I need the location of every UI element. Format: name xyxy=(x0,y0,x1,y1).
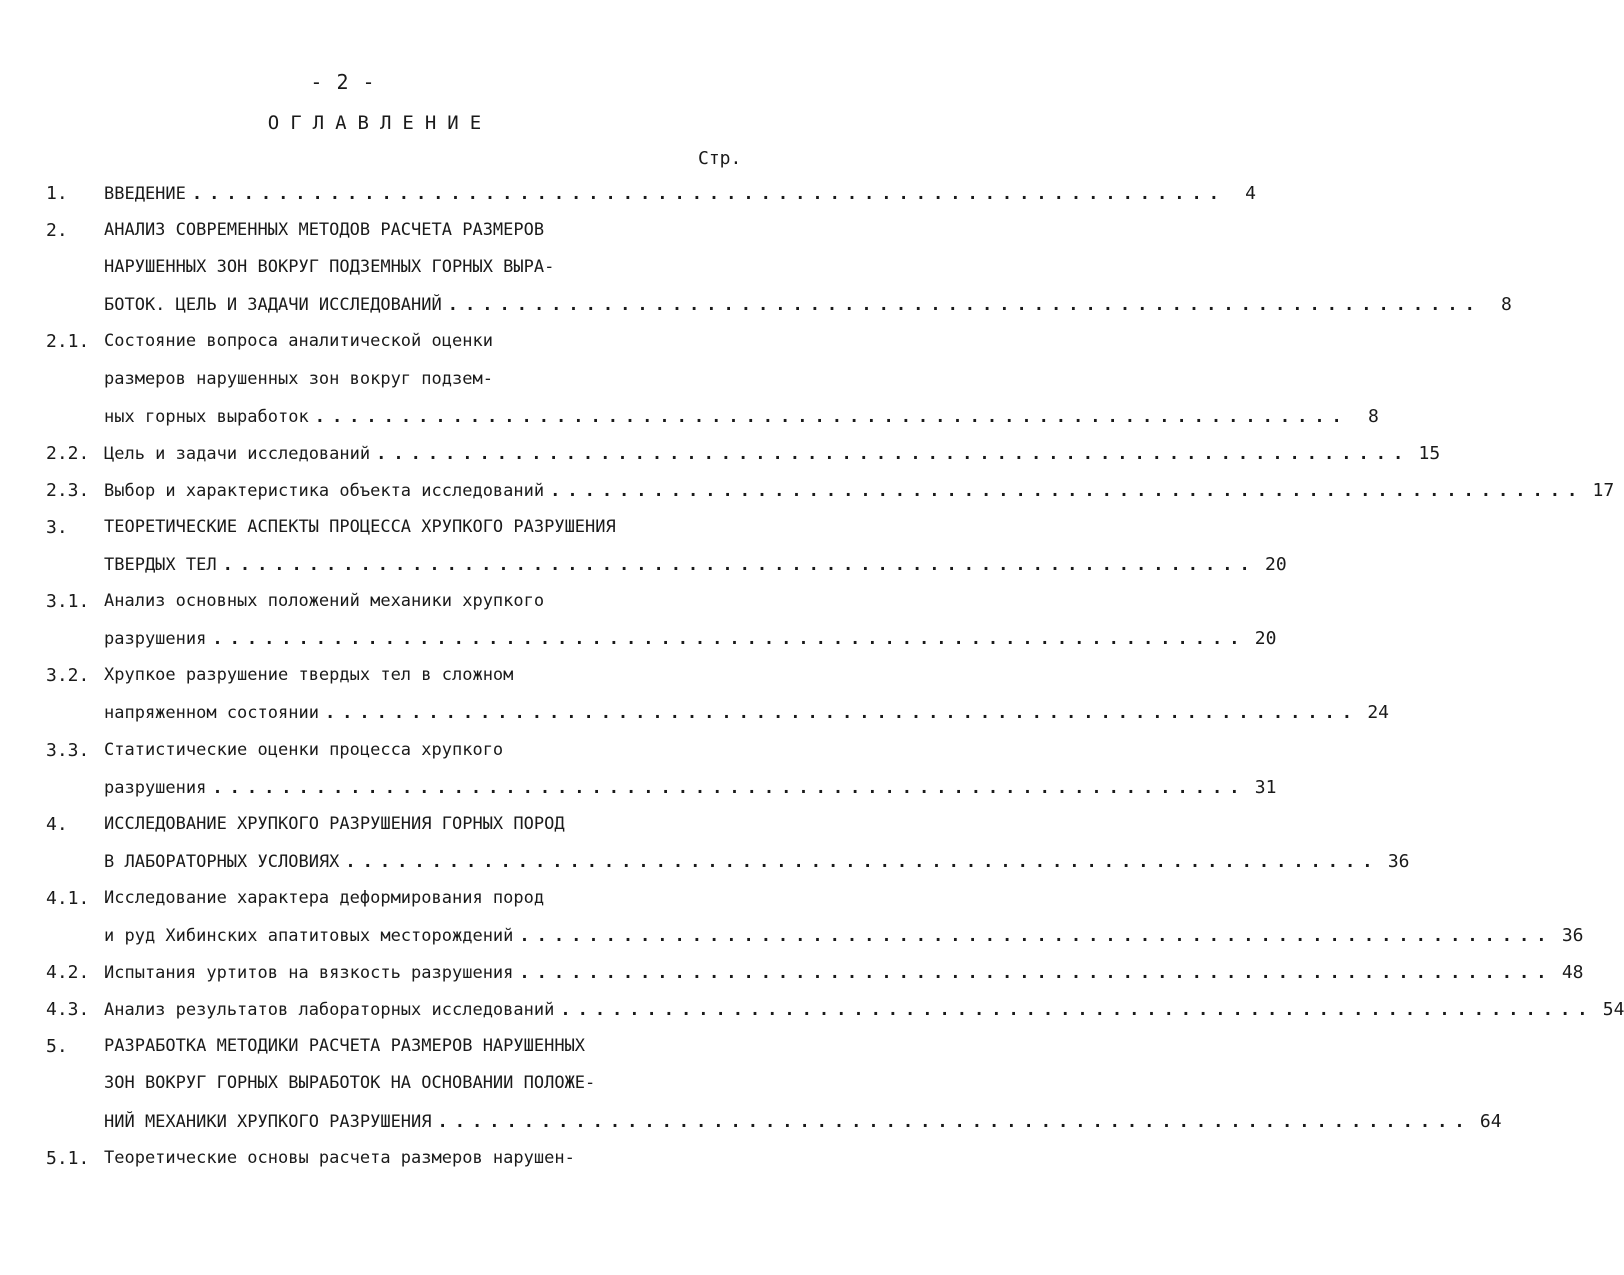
toc-entry-page: 48 xyxy=(1561,962,1584,984)
toc-entry-text: Исследование характера деформирования пород xyxy=(104,887,545,908)
toc-entry-text: Хрупкое разрушение твердых тел в сложном xyxy=(104,665,514,686)
toc-entry-line xyxy=(104,702,1390,724)
toc-entry-page: 17 xyxy=(1592,479,1615,501)
toc-entry-number: 2. xyxy=(46,220,68,242)
toc-entry-text: НИЙ МЕХАНИКИ ХРУПКОГО РАЗРУШЕНИЯ xyxy=(104,1111,432,1132)
toc-entry-page: 24 xyxy=(1367,702,1390,724)
toc-entry-number: 3.2. xyxy=(46,665,90,687)
toc-entry-number: 5. xyxy=(46,1036,68,1058)
toc-entry-line xyxy=(104,962,1584,984)
toc-entry-page: 20 xyxy=(1265,554,1287,575)
dot-leader: ............................................................ xyxy=(345,851,1380,872)
toc-entry-line xyxy=(104,183,1256,204)
dot-leader: ............................................................ xyxy=(212,777,1247,798)
dot-leader: ............................................................ xyxy=(560,1000,1595,1021)
toc-entry-text: напряженном состоянии xyxy=(104,703,319,724)
toc-entry-text: ТВЕРДЫХ ТЕЛ xyxy=(104,555,217,575)
toc-entry-text: Состояние вопроса аналитической оценки xyxy=(104,331,493,352)
toc-entry-number: 2.3. xyxy=(46,479,90,501)
toc-entry-number: 3. xyxy=(46,516,68,538)
toc-entry-line xyxy=(104,554,1287,575)
toc-entry-line xyxy=(104,479,1615,501)
page-column-header: Стр. xyxy=(698,148,742,169)
toc-entry-text: Анализ основных положений механики хрупкого xyxy=(104,591,545,612)
toc-entry-page: 36 xyxy=(1561,925,1584,946)
toc-entry-page: 15 xyxy=(1418,442,1441,464)
toc-entry-page: 31 xyxy=(1254,776,1277,798)
toc-entry-line xyxy=(104,294,1512,316)
dot-leader: ............................................................ xyxy=(191,184,1226,204)
toc-entry-number: 5.1. xyxy=(46,1147,90,1169)
toc-entry-line xyxy=(104,1110,1502,1132)
toc-title: ОГЛАВЛЕНИЕ xyxy=(267,112,493,134)
toc-entry-text: размеров нарушенных зон вокруг подзем- xyxy=(104,368,493,389)
toc-entry-text: В ЛАБОРАТОРНЫХ УСЛОВИЯХ xyxy=(104,851,340,872)
toc-entry-text: разрушения xyxy=(104,629,207,650)
dot-leader: ............................................................ xyxy=(519,963,1554,984)
dot-leader: ............................................................ xyxy=(212,629,1247,650)
toc-entry-page: 8 xyxy=(1501,294,1512,316)
toc-entry-number: 4.2. xyxy=(46,962,90,984)
toc-entry-text: ных горных выработок xyxy=(104,406,309,427)
toc-entry-number: 4.1. xyxy=(46,887,90,909)
toc-entry-line xyxy=(104,999,1624,1021)
toc-entry-page: 36 xyxy=(1387,850,1410,872)
toc-entry-number: 1. xyxy=(46,183,68,204)
toc-entry-line xyxy=(104,628,1277,650)
toc-entry-text: Выбор и характеристика объекта исследований xyxy=(104,480,545,501)
toc-entry-text: Испытания уртитов на вязкость разрушения xyxy=(104,963,514,984)
dot-leader: ............................................................ xyxy=(437,1111,1472,1132)
toc-entry-line xyxy=(104,850,1410,872)
dot-leader: ............................................................ xyxy=(324,703,1360,724)
dot-leader: ............................................................ xyxy=(314,406,1349,427)
toc-entry-text: ИССЛЕДОВАНИЕ ХРУПКОГО РАЗРУШЕНИЯ ГОРНЫХ ПОРОД xyxy=(104,813,565,834)
toc-entry-text: РАЗРАБОТКА МЕТОДИКИ РАСЧЕТА РАЗМЕРОВ НАРУШЕННЫХ xyxy=(104,1036,586,1057)
toc-entry-page: 54 xyxy=(1602,999,1624,1021)
toc-entry-text: НАРУШЕННЫХ ЗОН ВОКРУГ ПОДЗЕМНЫХ ГОРНЫХ ВЫРА- xyxy=(104,257,555,278)
toc-entry-text: БОТОК. ЦЕЛЬ И ЗАДАЧИ ИССЛЕДОВАНИЙ xyxy=(104,295,442,316)
toc-entry-number: 4. xyxy=(46,813,68,835)
dot-leader: ............................................................ xyxy=(376,443,1411,464)
toc-entry-text: ЗОН ВОКРУГ ГОРНЫХ ВЫРАБОТОК НА ОСНОВАНИИ ПОЛОЖЕ- xyxy=(104,1073,596,1094)
toc-entry-number: 3.1. xyxy=(46,591,90,613)
toc-entry-number: 3.3. xyxy=(46,739,90,761)
toc-entry-text: Статистические оценки процесса хрупкого xyxy=(104,739,504,760)
toc-entry-page: 64 xyxy=(1479,1110,1502,1132)
toc-entry-page: 20 xyxy=(1254,628,1277,650)
toc-entry-text: Анализ результатов лабораторных исследований xyxy=(104,1000,555,1021)
toc-entry-text: разрушения xyxy=(104,777,207,798)
dot-leader: ............................................................ xyxy=(550,480,1585,501)
dot-leader: ............................................................ xyxy=(519,926,1554,946)
dot-leader: ............................................................ xyxy=(222,555,1257,575)
toc-entry-text: АНАЛИЗ СОВРЕМЕННЫХ МЕТОДОВ РАСЧЕТА РАЗМЕРОВ xyxy=(104,220,545,241)
toc-entry-line xyxy=(104,442,1441,464)
toc-entry-text: ТЕОРЕТИЧЕСКИЕ АСПЕКТЫ ПРОЦЕССА ХРУПКОГО РАЗРУШЕНИЯ xyxy=(104,516,616,537)
toc-entry-number: 2.2. xyxy=(46,442,90,464)
toc-entry-text: и руд Хибинских апатитовых месторождений xyxy=(104,926,514,946)
toc-entry-line xyxy=(104,405,1379,427)
page-number: - 2 - xyxy=(310,70,376,94)
toc-entry-text: Цель и задачи исследований xyxy=(104,443,371,464)
toc-entry-text: Теоретические основы расчета размеров нарушен- xyxy=(104,1147,575,1168)
toc-entry-page: 4 xyxy=(1245,183,1256,204)
toc-entry-line xyxy=(104,776,1277,798)
toc-entry-line xyxy=(104,925,1584,946)
toc-entry-page: 8 xyxy=(1367,405,1379,427)
toc-entry-number: 4.3. xyxy=(46,999,90,1021)
toc-entry-number: 2.1. xyxy=(46,331,90,353)
toc-entry-text: ВВЕДЕНИЕ xyxy=(104,184,186,204)
dot-leader: ............................................................ xyxy=(447,295,1482,316)
